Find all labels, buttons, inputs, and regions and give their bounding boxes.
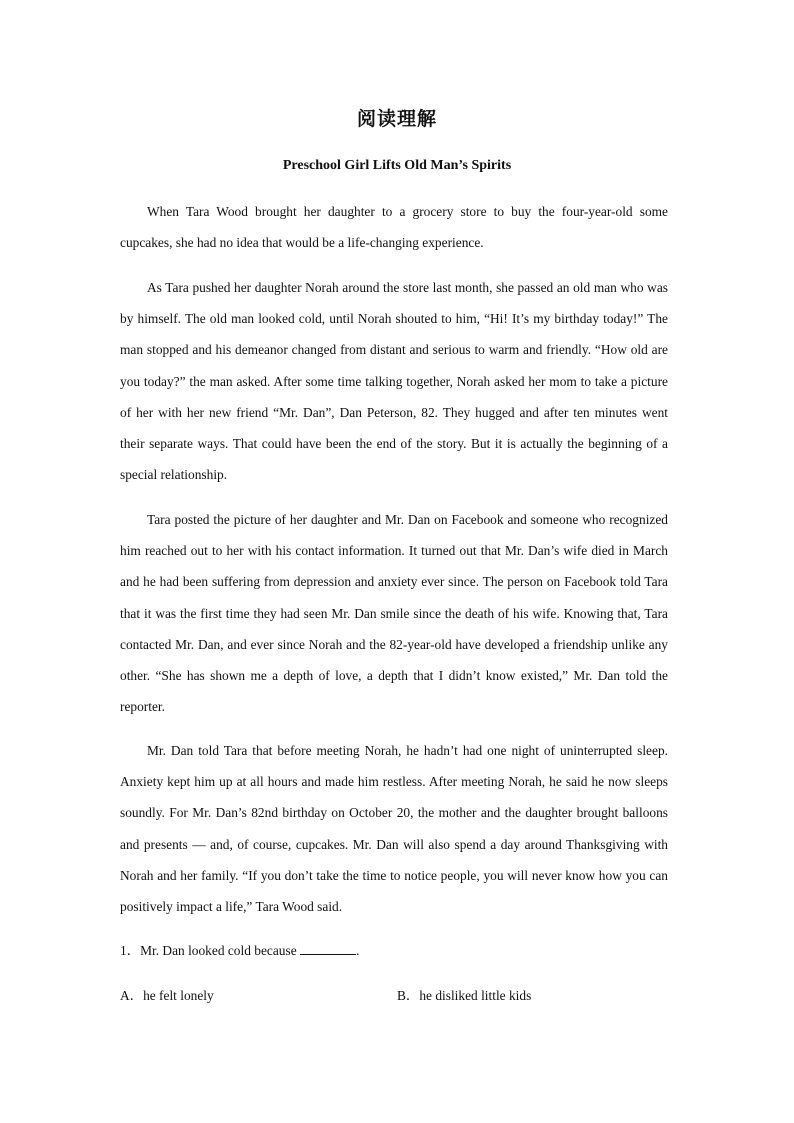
page-heading: 阅读理解 [356, 108, 437, 130]
article-paragraph: Tara posted the picture of her daughter and Mr. Dan on Facebook and someone who recognized him reached out to her with his contact information. It turned out that Mr. Dan’s wife died in March and he had been suffering from depression and anxiety ever since. The person on Facebook told Tara that it was the first time they had seen Mr. Dan smile since the death of his wife. Knowing that, Tara contacted Mr. Dan, and ever since Norah and the 82-year-old have developed a friendship unlike any other. “She has shown me a depth of love, a depth that I didn’t know existed,” Mr. Dan told the reporter. [120, 512, 668, 715]
option-text: he disliked little kids [419, 988, 532, 1003]
article-paragraph: Mr. Dan told Tara that before meeting Norah, he hadn’t had one night of uninterrupted sleep. Anxiety kept him up at all hours and made him restless. After meeting Norah, he said he now sleeps soundly. For Mr. Dan’s 82nd birthday on October 20, the mother and the daughter brought balloons and presents — and, of course, cupcakes. Mr. Dan will also spend a day around Thanksgiving with Norah and her family. “If you don’t take the time to notice people, you will never know how you can positively impact a life,” Tara Wood said. [120, 743, 668, 915]
option-label: B． [397, 988, 420, 1003]
option-a[interactable] [120, 985, 214, 1004]
question-1 [120, 940, 359, 959]
question-stem: Mr. Dan looked cold because [140, 943, 300, 958]
answer-blank [300, 942, 356, 955]
article-paragraph: As Tara pushed her daughter Norah around the store last month, she passed an old man who was by himself. The old man looked cold, until Norah shouted to him, “Hi! It’s my birthday today!” The man stopped and his demeanor changed from distant and serious to warm and friendly. “How old are you today?” the man asked. After some time talking together, Norah asked her mom to take a picture of her with her new friend “Mr. Dan”, Dan Peterson, 82. They hugged and after ten minutes went their separate ways. That could have been the end of the story. But it is actually the beginning of a special relationship. [120, 280, 668, 483]
option-label: A． [120, 988, 144, 1003]
article-paragraph: When Tara Wood brought her daughter to a grocery store to buy the four-year-old some cupcakes, she had no idea that would be a life-changing experience. [120, 204, 668, 251]
question-number: 1． [120, 943, 141, 958]
option-text: he felt lonely [143, 988, 214, 1003]
article-title: Preschool Girl Lifts Old Man’s Spirits [282, 158, 512, 173]
question-stem-end: . [356, 943, 360, 958]
option-b[interactable] [397, 985, 531, 1004]
